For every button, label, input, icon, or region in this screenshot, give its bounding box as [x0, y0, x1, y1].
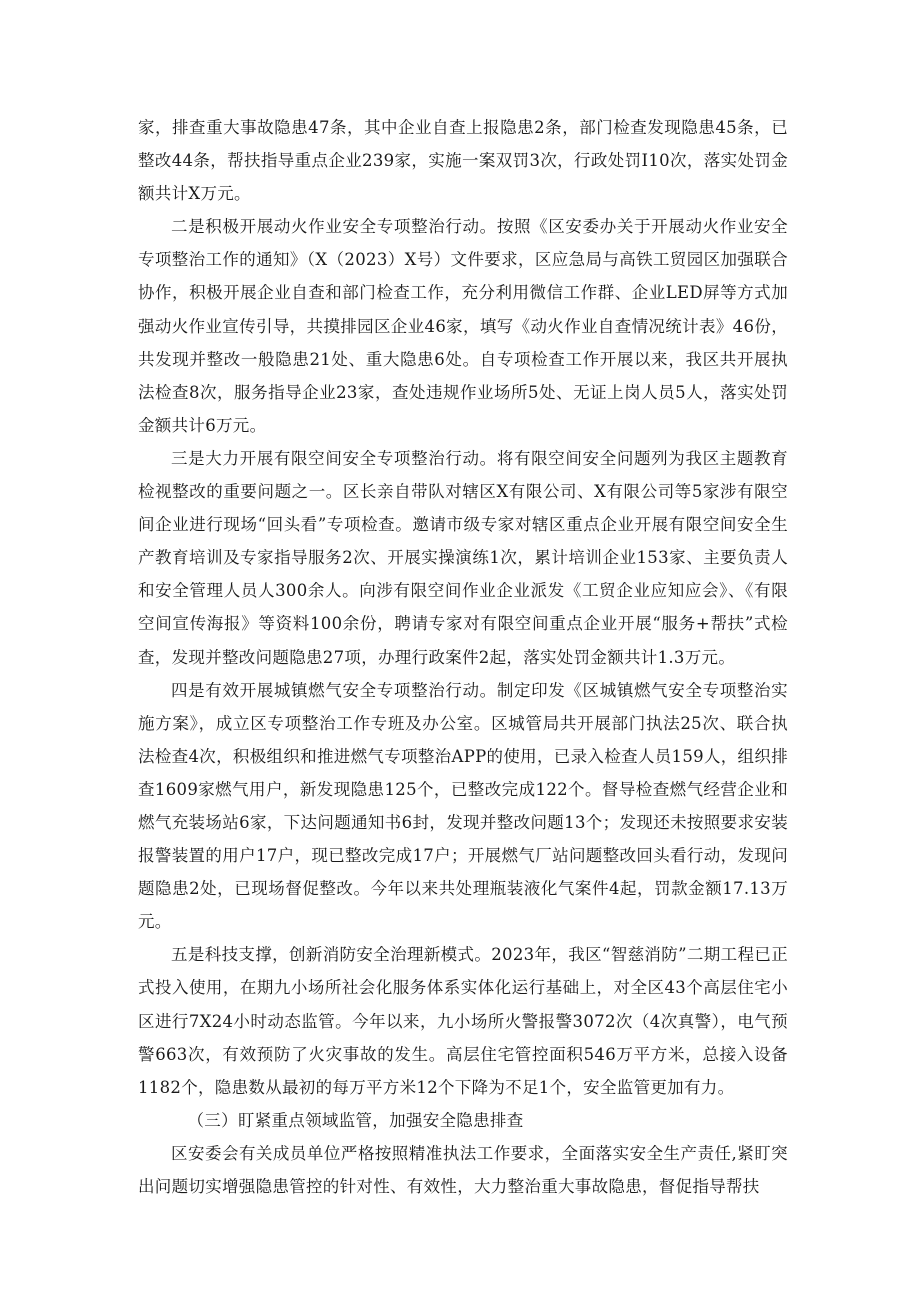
paragraph-confined-space-rectification: 三是大力开展有限空间安全专项整治行动。将有限空间安全问题列为我区主题教育检视整改的重要问题之一。区长亲自带队对辖区X有限公司、X有限公司等5家涉有限空间企业进行现场“回头看”专项检查。邀请市级专家对辖区重点企业开展有限空间安全生产教育培训及专家指导服务2次、开展实操演练1次，累计培训企业153家、主要负责人和安全管理人员人300余人。向涉有限空间作业企业派发《工贸企业应知应会》、《有限空间宣传海报》等资料100余份，聘请专家对有限空间重点企业开展“服务+帮扶”式检查，发现并整改问题隐患27项，办理行政案件2起，落实处罚金额共计1.3万元。: [138, 448, 788, 667]
paragraph-key-area-supervision: 区安委会有关成员单位严格按照精准执法工作要求，全面落实安全生产责任,紧盯突出问题切实增强隐患管控的针对性、有效性，大力整治重大事故隐患，督促指导帮扶: [138, 1143, 788, 1196]
document-page: [138, 111, 788, 1203]
paragraph-continuation: 家，排查重大事故隐患47条，其中企业自查上报隐患2条，部门检查发现隐患45条，已整改44条，帮扶指导重点企业239家，实施一案双罚3次，行政处罚I10次，落实处罚金额共计X万元。: [138, 118, 788, 204]
section-heading-3: （三）盯紧重点领域监管，加强安全隐患排查: [187, 1110, 524, 1130]
paragraph-hot-work-rectification: 二是积极开展动火作业安全专项整治行动。按照《区安委办关于开展动火作业安全专项整治工作的通知》（X（2023）X号）文件要求，区应急局与高铁工贸园区加强联合协作，积极开展企业自查和部门检查工作，充分利用微信工作群、企业LED屏等方式加强动火作业宣传引导，共摸排园区企业46家，填写《动火作业自查情况统计表》46份，共发现并整改一般隐患21处、重大隐患6处。自专项检查工作开展以来，我区共开展执法检查8次，服务指导企业23家，查处违规作业场所5处、无证上岗人员5人，落实处罚金额共计6万元。: [138, 217, 788, 435]
paragraph-smart-fire-protection: 五是科技支撑，创新消防安全治理新模式。2023年，我区“智慈消防”二期工程已正式投入使用，在期九小场所社会化服务体系实体化运行基础上，对全区43个高层住宅小区进行7X24小时动态监管。今年以来，九小场所火警报警3072次（4次真警），电气预警663次，有效预防了火灾事故的发生。高层住宅管控面积546万平方米，总接入设备1182个，隐患数从最初的每万平方米12个下降为不足1个，安全监管更加有力。: [138, 945, 788, 1097]
paragraph-urban-gas-rectification: 四是有效开展城镇燃气安全专项整治行动。制定印发《区城镇燃气安全专项整治实施方案》，成立区专项整治工作专班及办公室。区城管局共开展部门执法25次、联合执法检查4次，积极组织和推进燃气专项整治APP的使用，已录入检查人员159人，组织排查1609家燃气用户，新发现隐患125个，已整改完成122个。督导检查燃气经营企业和燃气充装场站6家，下达问题通知书6封，发现并整改问题13个；发现还未按照要求安装报警装置的用户17户，现已整改完成17户；开展燃气厂站问题整改回头看行动，发现问题隐患2处，已现场督促整改。今年以来共处理瓶装液化气案件4起，罚款金额17.13万元。: [138, 680, 788, 932]
